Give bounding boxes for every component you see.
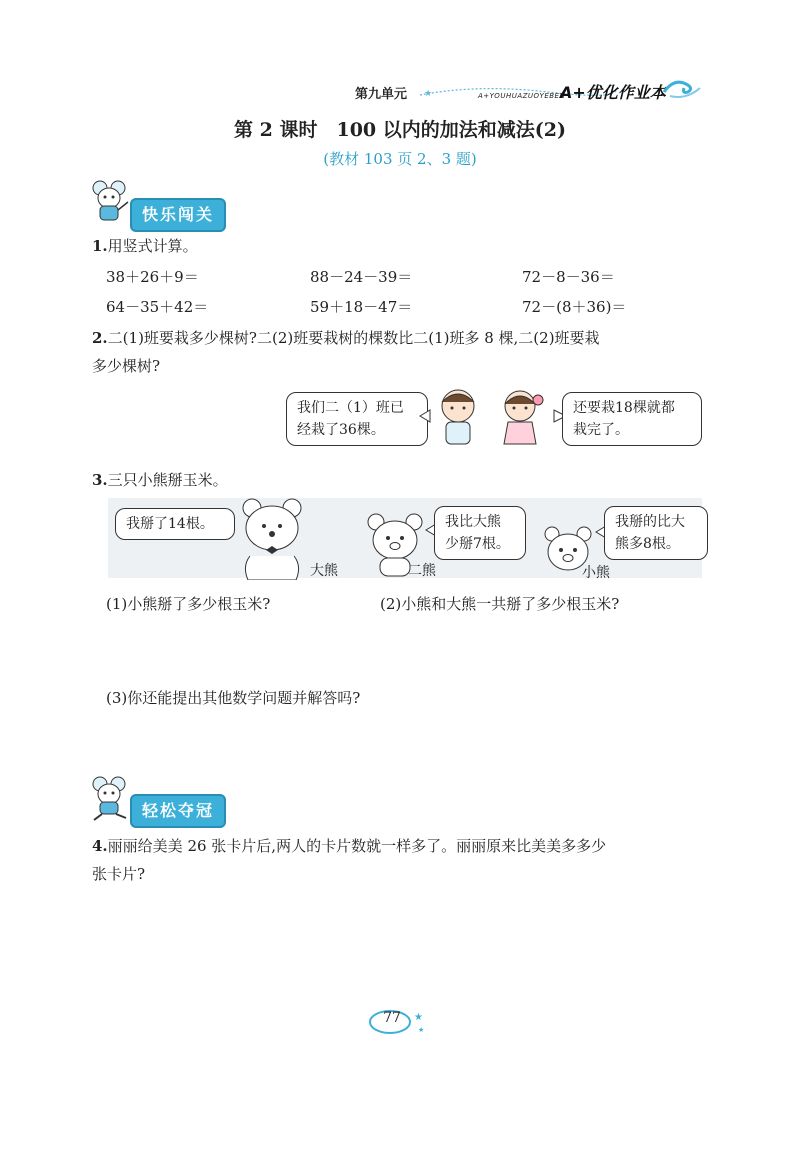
unit-label: 第九单元	[355, 87, 408, 102]
expression: 72－(8＋36)＝	[522, 298, 627, 316]
swirl-icon	[660, 76, 704, 100]
question-text-line1: 二(1)班要栽多少棵树?二(2)班要栽树的棵数比二(1)班多 8 棵,二(2)班要栽	[107, 329, 600, 347]
bubble-line: 少掰7根。	[445, 536, 510, 552]
header-subtitle: A+YOUHUAZUOYEBEN	[478, 92, 566, 100]
bubble-line: 我比大熊	[445, 514, 501, 530]
question-2	[92, 324, 712, 380]
bubble-line: 还要栽18棵就都	[573, 400, 675, 416]
svg-text:★: ★	[424, 89, 433, 98]
bear-label-small: 小熊	[582, 565, 610, 581]
question-number: 1.	[92, 237, 108, 255]
girl-figure-icon	[494, 386, 546, 452]
running-mouse-mascot-icon	[88, 774, 132, 822]
question-number: 2.	[92, 329, 108, 347]
question-text: 三只小熊掰玉米。	[107, 471, 228, 489]
svg-text:★: ★	[414, 1012, 423, 1023]
bear-speech-bubble-3	[604, 506, 708, 560]
question-number: 4.	[92, 837, 108, 855]
mouse-mascot-icon	[88, 178, 132, 226]
question-text-line2: 多少棵树?	[92, 357, 161, 375]
bubble-line: 熊多8根。	[615, 536, 680, 552]
lesson-subtitle: (教材 103 页 2、3 题)	[323, 150, 477, 168]
expression: 64－35＋42＝	[106, 298, 209, 316]
question-4	[92, 832, 712, 888]
brand-logo: A+优化作业本	[560, 83, 666, 102]
section-badge-champion: 轻松夺冠	[130, 794, 226, 828]
question-1	[92, 232, 198, 260]
page-number: 77	[383, 1010, 401, 1026]
bubble-line: 经栽了36棵。	[297, 422, 385, 438]
svg-text:★: ★	[418, 1026, 425, 1034]
expression: 72－8－36＝	[522, 268, 615, 286]
question-text-line1: 丽丽给美美 26 张卡片后,两人的卡片数就一样多了。丽丽原来比美美多多少	[107, 837, 607, 855]
section-badge-quick: 快乐闯关	[130, 198, 226, 232]
bubble-line: 我们二（1）班已	[297, 400, 404, 416]
bubble-line: 栽完了。	[573, 422, 629, 438]
bear-label-middle: 二熊	[408, 563, 436, 579]
question-number: 3.	[92, 471, 108, 489]
bear-label-big: 大熊	[310, 563, 338, 579]
expression: 59＋18－47＝	[310, 298, 413, 316]
bubble-line: 我掰的比大	[615, 514, 685, 530]
speech-bubble-left	[286, 392, 428, 446]
question-3	[92, 466, 228, 494]
bear-speech-bubble-2	[434, 506, 526, 560]
sub-question-1: (1)小熊掰了多少根玉米?	[106, 595, 271, 613]
lesson-title: 第 2 课时 100 以内的加法和减法(2)	[234, 119, 566, 141]
sub-question-2: (2)小熊和大熊一共掰了多少根玉米?	[380, 595, 620, 613]
boy-figure-icon	[432, 386, 484, 452]
question-text-line2: 张卡片?	[92, 865, 146, 883]
big-bear-icon	[232, 496, 312, 580]
bear-speech-bubble-1: 我掰了14根。	[115, 508, 235, 540]
question-text: 用竖式计算。	[107, 237, 198, 255]
expression: 88－24－39＝	[310, 268, 413, 286]
expression: 38＋26＋9＝	[106, 268, 199, 286]
speech-bubble-right	[562, 392, 702, 446]
sub-question-3: (3)你还能提出其他数学问题并解答吗?	[106, 689, 361, 707]
